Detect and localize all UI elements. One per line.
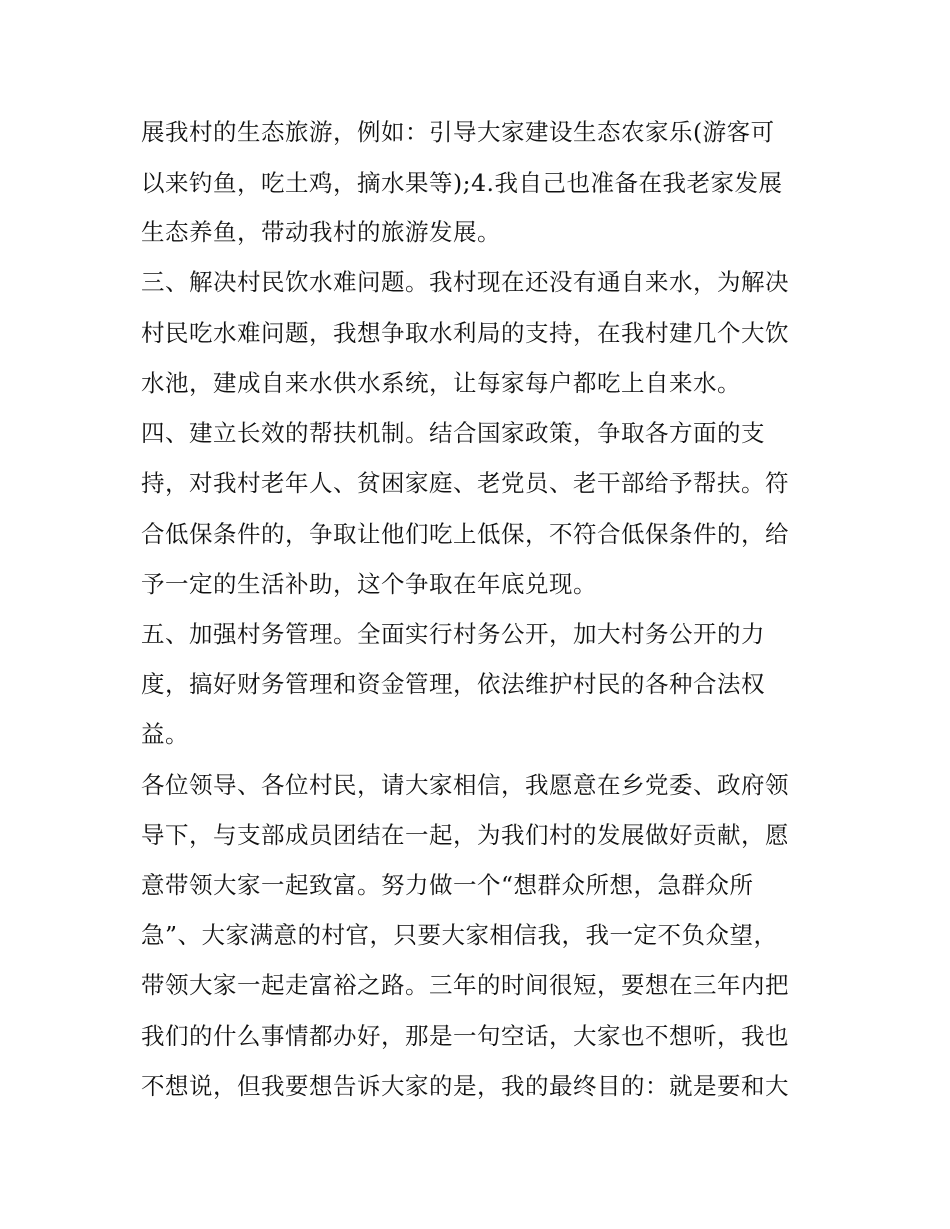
text-line: 生态养鱼，带动我村的旅游发展。 — [141, 218, 501, 246]
text-line: 益。 — [141, 720, 189, 748]
text-line: 三、解决村民饮水难问题。我村现在还没有通自来水，为解决 — [141, 268, 789, 296]
text-line: 我们的什么事情都办好，那是一句空话，大家也不想听，我也 — [141, 1022, 789, 1050]
text-line: 四、建立长效的帮扶机制。结合国家政策，争取各方面的支 — [141, 419, 765, 447]
text-line: 持，对我村老年人、贫困家庭、老党员、老干部给予帮扶。符 — [141, 469, 789, 497]
text-line: 合低保条件的，争取让他们吃上低保，不符合低保条件的，给 — [141, 520, 789, 548]
text-line: 以来钓鱼，吃土鸡，摘水果等);4.我自己也准备在我老家发展 — [141, 169, 783, 197]
text-line: 不想说，但我要想告诉大家的是，我的最终目的：就是要和大 — [141, 1072, 789, 1100]
text-line: 予一定的生活补助，这个争取在年底兑现。 — [141, 570, 597, 598]
text-line: 意带领大家一起致富。努力做一个“想群众所想，急群众所 — [141, 871, 754, 899]
text-line: 急”、大家满意的村官，只要大家相信我，我一定不负众望， — [141, 921, 778, 949]
text-line: 展我村的生态旅游，例如：引导大家建设生态农家乐(游客可 — [141, 118, 775, 146]
text-line: 带领大家一起走富裕之路。三年的时间很短，要想在三年内把 — [141, 971, 789, 999]
text-line: 五、加强村务管理。全面实行村务公开，加大村务公开的力 — [141, 620, 765, 648]
text-line: 导下，与支部成员团结在一起，为我们村的发展做好贡献，愿 — [141, 821, 789, 849]
text-line: 村民吃水难问题，我想争取水利局的支持，在我村建几个大饮 — [141, 319, 789, 347]
text-line: 各位领导、各位村民，请大家相信，我愿意在乡党委、政府领 — [141, 771, 789, 799]
text-line: 度，搞好财务管理和资金管理，依法维护村民的各种合法权 — [141, 670, 765, 698]
text-line: 水池，建成自来水供水系统，让每家每户都吃上自来水。 — [141, 369, 741, 397]
